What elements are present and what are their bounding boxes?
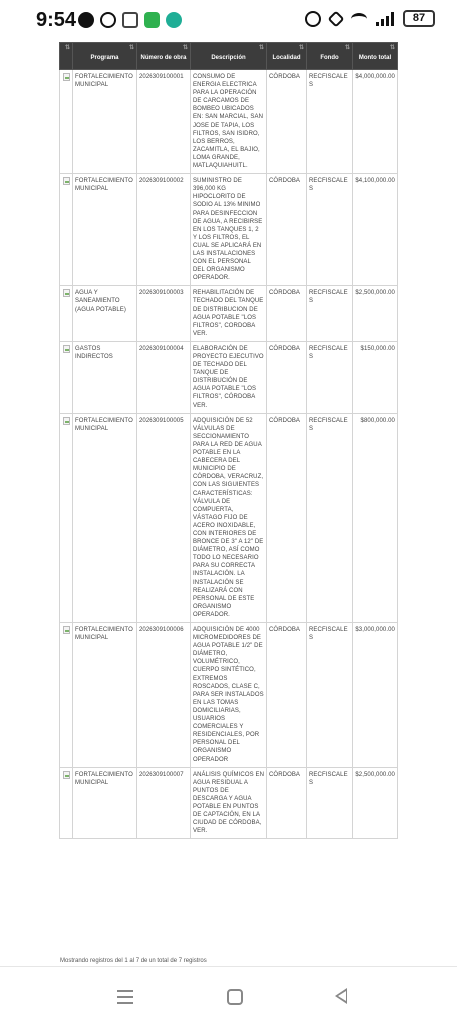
header-localidad[interactable]: [267, 43, 307, 70]
cell-fondo: RECFISCALES: [307, 341, 353, 413]
cell-monto: $3,000,000.00: [353, 623, 398, 768]
broken-image-icon: [63, 345, 70, 353]
header-numero-label: Número de obra: [140, 55, 187, 62]
wifi-icon: [351, 13, 367, 25]
row-image-cell: [60, 341, 73, 413]
cell-programa: FORTALECIMIENTO MUNICIPAL: [73, 413, 137, 622]
cell-fondo: RECFISCALES: [307, 767, 353, 839]
grid-icon: [122, 12, 138, 28]
obras-table-container: [59, 42, 397, 839]
broken-image-icon: [63, 289, 70, 297]
cell-monto: $4,100,000.00: [353, 174, 398, 286]
broken-image-icon: [63, 177, 70, 185]
sort-icon: ⇅: [389, 45, 395, 51]
table-row: [60, 623, 398, 768]
table-row: [60, 286, 398, 342]
status-bar: [0, 0, 457, 42]
sort-icon: ⇅: [344, 45, 350, 51]
menu-icon[interactable]: [117, 987, 137, 1007]
sort-icon: ⇅: [258, 45, 264, 51]
cell-monto: $2,500,000.00: [353, 286, 398, 342]
cell-fondo: RECFISCALES: [307, 413, 353, 622]
row-image-cell: [60, 70, 73, 174]
green-app-icon: [144, 12, 160, 28]
broken-image-icon: [63, 73, 70, 81]
system-icons: [305, 10, 435, 27]
chat-app-icon: [166, 12, 182, 28]
back-icon[interactable]: [335, 988, 347, 1004]
obras-table: [59, 42, 398, 839]
row-image-cell: [60, 623, 73, 768]
cell-localidad: CÓRDOBA: [267, 70, 307, 174]
table-row: [60, 413, 398, 622]
cell-monto: $4,000,000.00: [353, 70, 398, 174]
cell-monto: $800,000.00: [353, 413, 398, 622]
cell-descripcion: SUMINISTRO DE 396,000 KG HIPOCLORITO DE SODIO AL 13% MINIMO PARA DESINFECCION DE AGUA, A RECIBIRSE EN LOS TANQUES 1, 2 Y LOS FILTROS, EL CUAL SE APLICARÁ EN LAS INSTALACIONES CON EL PERSONAL DEL ORGANISMO OPERADOR.: [191, 174, 267, 286]
pinwheel-icon: [100, 12, 116, 28]
table-header-row: [60, 43, 398, 70]
cell-descripcion: REHABILITACIÓN DE TECHADO DEL TANQUE DE DISTRIBUCION DE AGUA POTABLE "LOS FILTROS", CORDOBA VER.: [191, 286, 267, 342]
cell-numero: 2026309100003: [137, 286, 191, 342]
table-row: [60, 767, 398, 839]
cell-programa: GASTOS INDIRECTOS: [73, 341, 137, 413]
cell-numero: 2026309100004: [137, 341, 191, 413]
cell-numero: 2026309100002: [137, 174, 191, 286]
battery-icon: 87: [403, 10, 435, 27]
mute-icon: [328, 10, 345, 27]
header-localidad-label: Localidad: [272, 55, 301, 62]
cell-localidad: CÓRDOBA: [267, 286, 307, 342]
cell-programa: FORTALECIMIENTO MUNICIPAL: [73, 767, 137, 839]
sort-icon: ⇅: [64, 45, 70, 51]
signal-icon: [376, 12, 394, 26]
cell-numero: 2026309100006: [137, 623, 191, 768]
cell-numero: 2026309100007: [137, 767, 191, 839]
header-descripcion[interactable]: [191, 43, 267, 70]
cell-monto: $2,500,000.00: [353, 767, 398, 839]
cell-localidad: CÓRDOBA: [267, 413, 307, 622]
sort-icon: ⇅: [182, 45, 188, 51]
messenger-icon: [78, 12, 94, 28]
header-programa-label: Programa: [90, 55, 119, 62]
broken-image-icon: [63, 771, 70, 779]
home-icon[interactable]: [227, 989, 243, 1005]
header-numero-obra[interactable]: [137, 43, 191, 70]
cell-programa: FORTALECIMIENTO MUNICIPAL: [73, 70, 137, 174]
cell-descripcion: ADQUISICIÓN DE 4000 MICROMEDIDORES DE AGUA POTABLE 1/2" DE DIÁMETRO, VOLUMÉTRICO, CUERPO SINTÉTICO, EXTREMOS ROSCADOS, CLASE C, PARA SER INSTALADOS EN LAS TOMAS DOMICILIARIAS, USUARIOS COMERCIALES Y RESIDENCIALES, POR PERSONAL DEL ORGANISMO OPERADOR: [191, 623, 267, 768]
cell-monto: $150,000.00: [353, 341, 398, 413]
cell-programa: FORTALECIMIENTO MUNICIPAL: [73, 174, 137, 286]
table-row: [60, 174, 398, 286]
header-monto-label: Monto total: [358, 55, 392, 62]
header-fondo[interactable]: [307, 43, 353, 70]
broken-image-icon: [63, 417, 70, 425]
cell-fondo: RECFISCALES: [307, 70, 353, 174]
header-descripcion-label: Descripción: [211, 55, 246, 62]
header-image[interactable]: [60, 43, 73, 70]
cell-localidad: CÓRDOBA: [267, 341, 307, 413]
table-info: Mostrando registros del 1 al 7 de un total de 7 registros: [60, 958, 207, 964]
notification-icons: [78, 12, 182, 28]
cell-localidad: CÓRDOBA: [267, 767, 307, 839]
cell-localidad: CÓRDOBA: [267, 623, 307, 768]
header-programa[interactable]: [73, 43, 137, 70]
row-image-cell: [60, 286, 73, 342]
cell-descripcion: ANÁLISIS QUÍMICOS EN AGUA RESIDUAL A PUNTOS DE DESCARGA Y AGUA POTABLE EN PUNTOS DE CAPTACIÓN, EN LA CIUDAD DE CÓRDOBA, VER.: [191, 767, 267, 839]
alarm-icon: [305, 11, 321, 27]
table-row: [60, 341, 398, 413]
cell-programa: FORTALECIMIENTO MUNICIPAL: [73, 623, 137, 768]
system-nav-bar: [0, 966, 457, 1024]
row-image-cell: [60, 413, 73, 622]
sort-icon: ⇅: [298, 45, 304, 51]
broken-image-icon: [63, 626, 70, 634]
cell-descripcion: ADQUISICIÓN DE 52 VÁLVULAS DE SECCIONAMIENTO PARA LA RED DE AGUA POTABLE EN LA CABECERA DEL MUNICIPIO DE CÓRDOBA, VERACRUZ, CON LAS SIGUIENTES CARACTERÍSTICAS: VÁLVULA DE COMPUERTA, VÁSTAGO FIJO DE ACERO INOXIDABLE, CON INTERIORES DE BRONCE DE 3" A 12" DE DIÁMETRO, ASÍ COMO TODO LO NECESARIO PARA SU CORRECTA INSTALACIÓN. LA INSTALACIÓN SE REALIZARÁ CON PERSONAL DE ESTE ORGANISMO OPERADOR.: [191, 413, 267, 622]
cell-descripcion: CONSUMO DE ENERGIA ELECTRICA PARA LA OPERACIÓN DE CARCAMOS DE BOMBEO UBICADOS EN: SAN MARCIAL, SAN JOSE DE TAPIA, LOS FILTROS, SAN ISIDRO, LOS BERROS, ZACAMITLA, EL BAJIO, LOMA GRANDE, MATLAQUIAHUITL.: [191, 70, 267, 174]
row-image-cell: [60, 174, 73, 286]
cell-localidad: CÓRDOBA: [267, 174, 307, 286]
cell-descripcion: ELABORACIÓN DE PROYECTO EJECUTIVO DE TECHADO DEL TANQUE DE DISTRIBUCIÓN DE AGUA POTABLE "LOS FILTROS", CÓRDOBA VER.: [191, 341, 267, 413]
status-time: 9:54: [36, 9, 77, 31]
cell-programa: AGUA Y SANEAMIENTO (AGUA POTABLE): [73, 286, 137, 342]
cell-fondo: RECFISCALES: [307, 623, 353, 768]
cell-numero: 2026309100001: [137, 70, 191, 174]
cell-fondo: RECFISCALES: [307, 286, 353, 342]
cell-numero: 2026309100005: [137, 413, 191, 622]
table-row: [60, 70, 398, 174]
row-image-cell: [60, 767, 73, 839]
header-monto-total[interactable]: [353, 43, 398, 70]
cell-fondo: RECFISCALES: [307, 174, 353, 286]
sort-icon: ⇅: [128, 45, 134, 51]
header-fondo-label: Fondo: [320, 55, 339, 62]
